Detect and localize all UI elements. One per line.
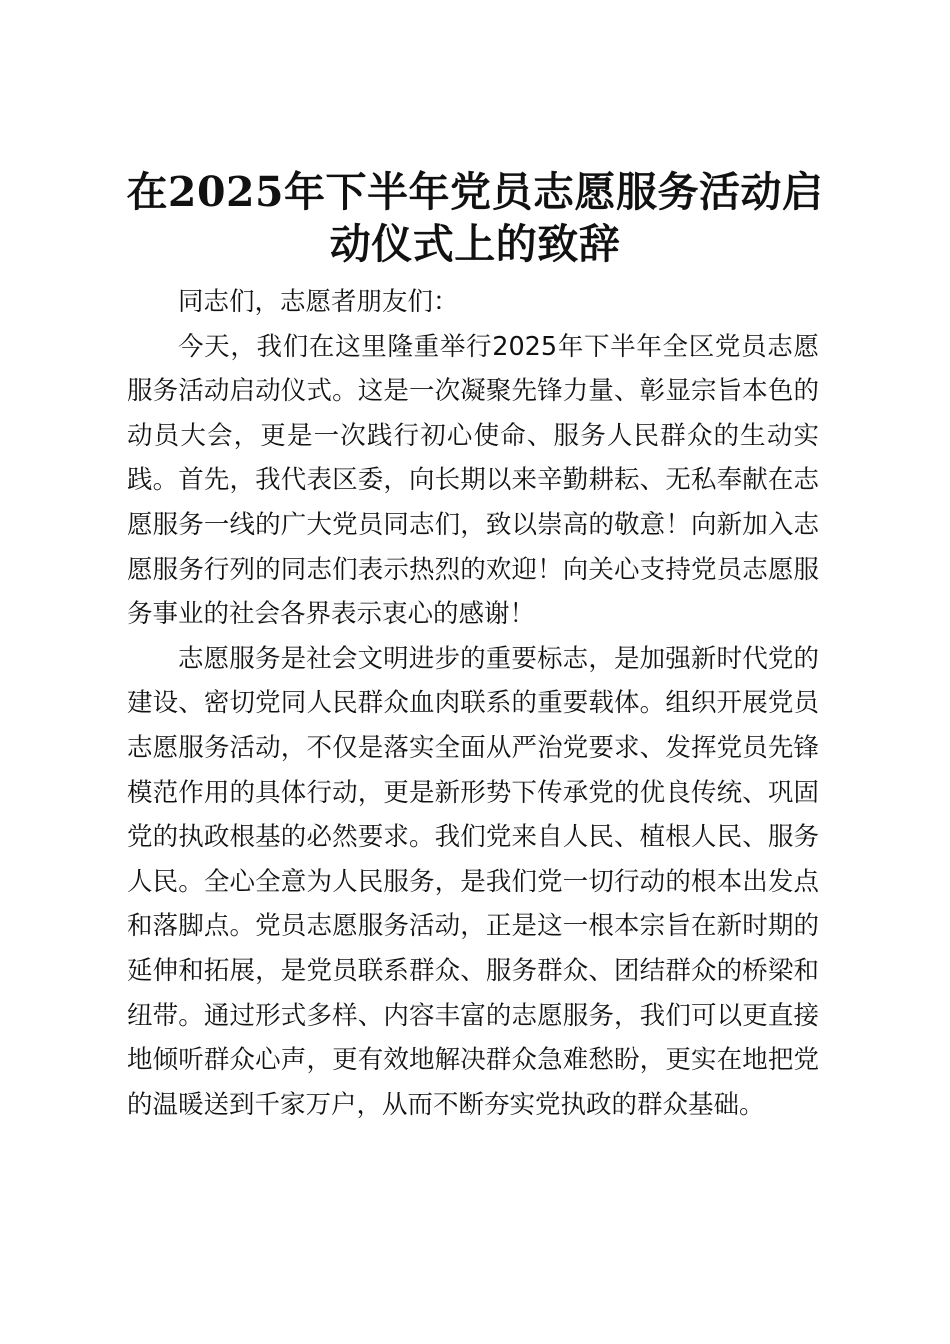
paragraph-2: 志愿服务是社会文明进步的重要标志，是加强新时代党的建设、密切党同人民群众血肉联系的重要载体。组织开展党员志愿服务活动，不仅是落实全面从严治党要求、发挥党员先锋模范作用的具体行动，更是新形势下传承党的优良传统、巩固党的执政根基的必然要求。我们党来自人民、植根人民、服务人民。全心全意为人民服务，是我们党一切行动的根本出发点和落脚点。党员志愿服务活动，正是这一根本宗旨在新时期的延伸和拓展，是党员联系群众、服务群众、团结群众的桥梁和纽带。通过形式多样、内容丰富的志愿服务，我们可以更直接地倾听群众心声，更有效地解决群众急难愁盼，更实在地把党的温暖送到千家万户，从而不断夯实党执政的群众基础。	[127, 643, 819, 1120]
salutation: 同志们，志愿者朋友们：	[178, 287, 459, 317]
document-body	[127, 280, 819, 1127]
document-title: 在2025年下半年党员志愿服务活动启动仪式上的致辞	[126, 168, 824, 268]
paragraph-1: 今天，我们在这里隆重举行2025年下半年全区党员志愿服务活动启动仪式。这是一次凝聚先锋力量、彰显宗旨本色的动员大会，更是一次践行初心使命、服务人民群众的生动实践。首先，我代表区委，向长期以来辛勤耕耘、无私奉献在志愿服务一线的广大党员同志们，致以崇高的敬意！向新加入志愿服务行列的同志们表示热烈的欢迎！向关心支持党员志愿服务事业的社会各界表示衷心的感谢！	[127, 331, 819, 630]
